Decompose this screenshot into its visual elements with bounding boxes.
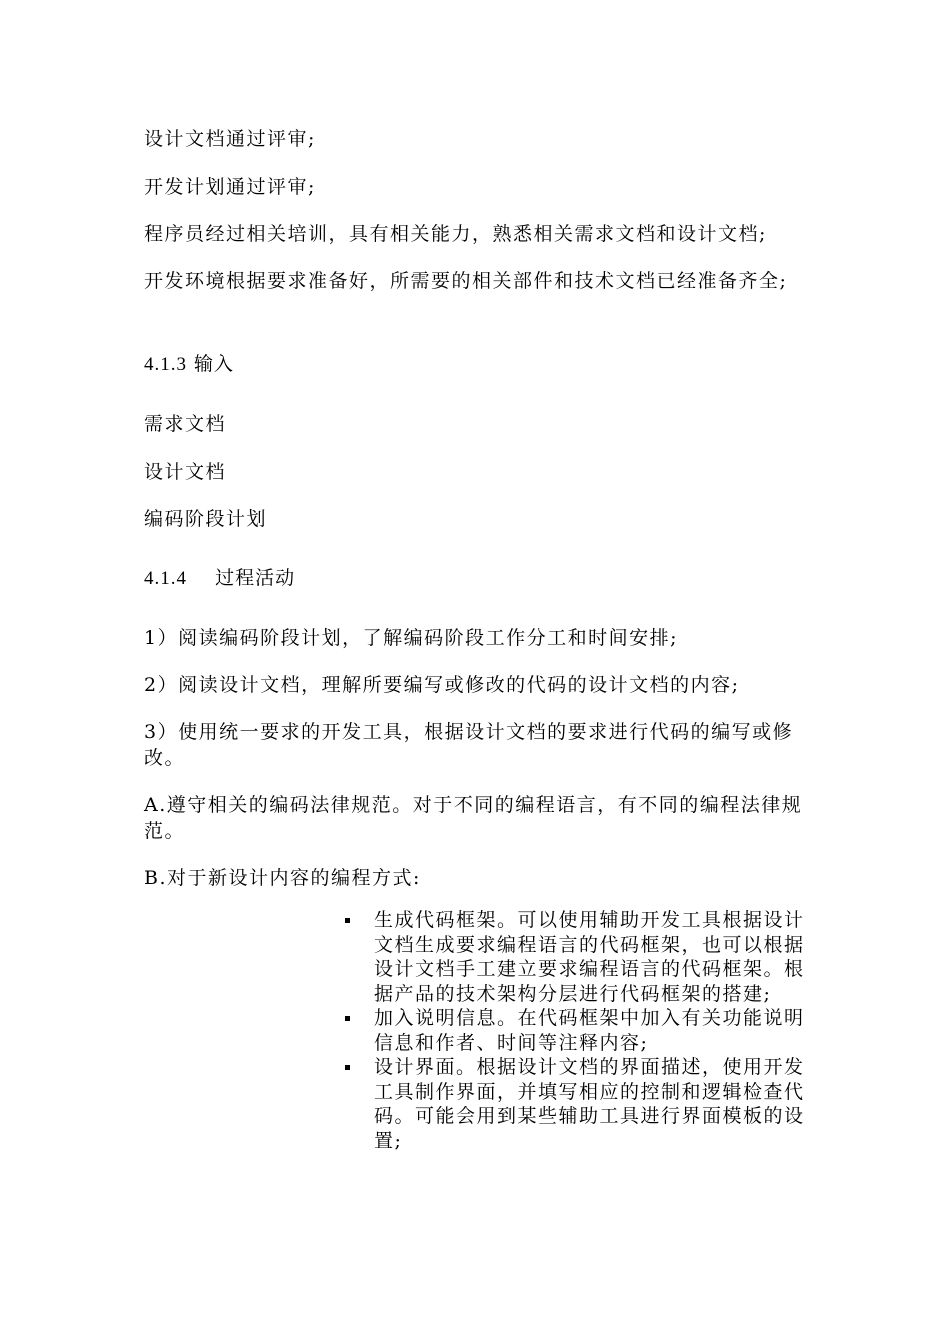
bullet-item-comments bbox=[340, 1006, 810, 1055]
bullet-list bbox=[340, 908, 810, 1153]
square-bullet-icon bbox=[345, 1065, 350, 1070]
process-sub-a: A.遵守相关的编码法律规范。对于不同的编程语言，有不同的编程法律规范。 bbox=[144, 794, 803, 842]
section-number: 4.1.3 bbox=[144, 354, 187, 375]
input-item-design: 设计文档 bbox=[144, 461, 227, 483]
bullet-text: 加入说明信息。在代码框架中加入有关功能说明信息和作者、时间等注释内容; bbox=[374, 1007, 805, 1054]
section-title: 输入 bbox=[194, 353, 235, 375]
section-number: 4.1.4 bbox=[144, 568, 187, 589]
bullet-text: 生成代码框架。可以使用辅助开发工具根据设计文档生成要求编程语言的代码框架，也可以根据设计文档手工建立要求编程语言的代码框架。根据产品的技术架构分层进行代码框架的搭建; bbox=[374, 909, 805, 1005]
condition-plan-review: 开发计划通过评审; bbox=[144, 176, 316, 198]
condition-design-review: 设计文档通过评审; bbox=[144, 128, 316, 150]
section-heading-process bbox=[144, 565, 295, 592]
bullet-text: 设计界面。根据设计文档的界面描述，使用开发工具制作界面，并填写相应的控制和逻辑检查代码。可能会用到某些辅助工具进行界面模板的设置; bbox=[374, 1056, 805, 1152]
process-step-3: 3）使用统一要求的开发工具，根据设计文档的要求进行代码的编写或修改。 bbox=[144, 721, 794, 769]
section-heading-input bbox=[144, 351, 234, 378]
square-bullet-icon bbox=[345, 918, 350, 923]
process-sub-b: B.对于新设计内容的编程方式: bbox=[144, 867, 421, 889]
bullet-item-code-framework bbox=[340, 908, 810, 1006]
square-bullet-icon bbox=[345, 1016, 350, 1021]
process-step-1: 1）阅读编码阶段计划，了解编码阶段工作分工和时间安排; bbox=[144, 627, 678, 649]
bullet-item-interface-design bbox=[340, 1055, 810, 1153]
section-title: 过程活动 bbox=[215, 567, 296, 589]
input-item-requirements: 需求文档 bbox=[144, 413, 227, 435]
condition-programmer-training: 程序员经过相关培训，具有相关能力，熟悉相关需求文档和设计文档; bbox=[144, 223, 767, 245]
input-item-coding-plan: 编码阶段计划 bbox=[144, 508, 268, 530]
condition-environment-ready: 开发环境根据要求准备好，所需要的相关部件和技术文档已经准备齐全; bbox=[144, 270, 788, 292]
process-step-2: 2）阅读设计文档，理解所要编写或修改的代码的设计文档的内容; bbox=[144, 674, 740, 696]
